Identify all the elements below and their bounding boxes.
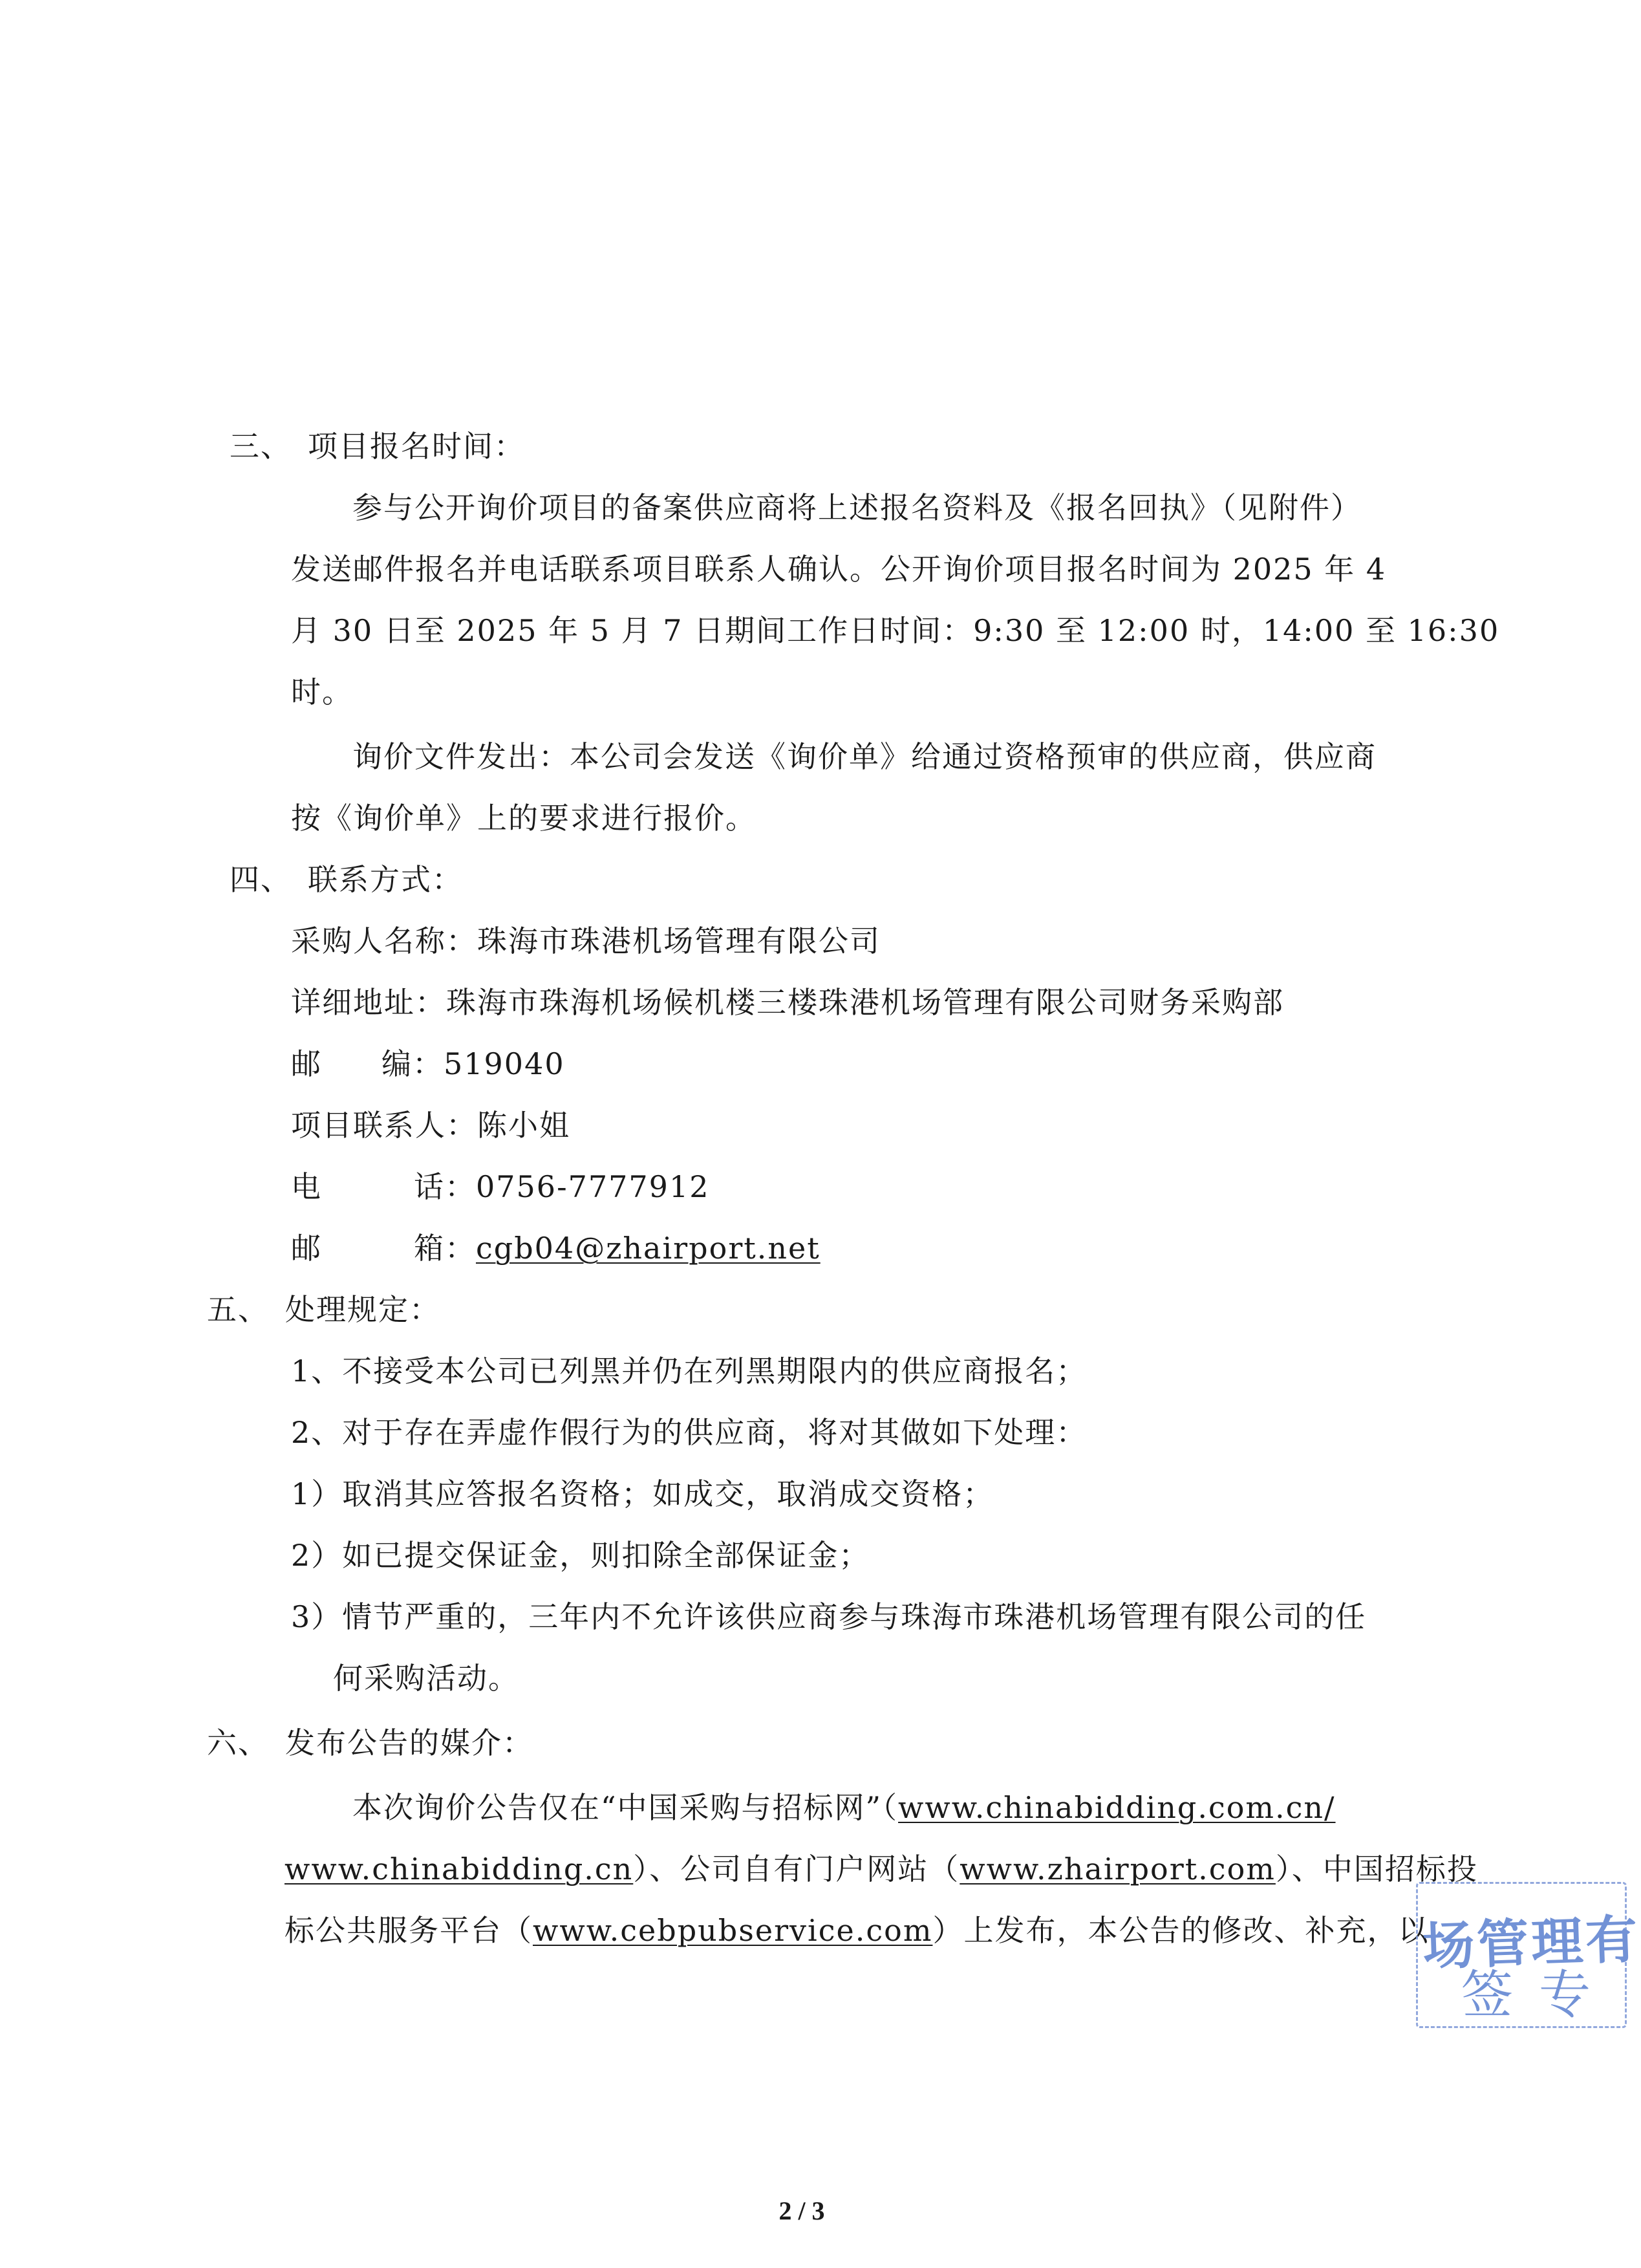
seal-text-line-2: 签专 xyxy=(1461,1965,1616,2025)
chinabidding-com-cn-link[interactable]: www.chinabidding.com.cn/ xyxy=(898,1790,1336,1825)
phone-value: 0756-7777912 xyxy=(476,1169,710,1204)
section-3-para1-line4: 时。 xyxy=(291,675,353,709)
section-5-heading: 五、 处理规定： xyxy=(207,1292,440,1327)
contact-row xyxy=(291,1106,570,1145)
contact-label: 项目联系人： xyxy=(291,1108,477,1143)
media-line-3 xyxy=(284,1911,1429,1950)
email-row xyxy=(291,1229,820,1268)
section-4-heading: 四、 联系方式： xyxy=(230,862,463,897)
rule-sub-1: 1）取消其应答报名资格；如成交，取消成交资格； xyxy=(291,1476,994,1511)
contact-value: 陈小姐 xyxy=(477,1108,570,1143)
media-line-2 xyxy=(284,1850,1478,1888)
rule-sub-2: 2）如已提交保证金，则扣除全部保证金； xyxy=(291,1538,870,1573)
media-line-1 xyxy=(352,1788,1336,1827)
chinabidding-cn-link[interactable]: www.chinabidding.cn xyxy=(284,1852,634,1886)
media-line-2-end: ）、中国招标投 xyxy=(1275,1852,1478,1886)
company-seal-stamp xyxy=(1421,1875,1641,2031)
media-line-1-text: 本次询价公告仅在“中国采购与招标网”（ xyxy=(352,1790,899,1825)
rule-sub-3-line1: 3）情节严重的，三年内不允许该供应商参与珠海市珠港机场管理有限公司的任 xyxy=(291,1599,1367,1634)
media-line-3-end: ）上发布，本公告的修改、补充，以 xyxy=(932,1913,1430,1948)
media-line-3-text: 标公共服务平台（ xyxy=(284,1913,533,1948)
section-3-para1-line3: 月 30 日至 2025 年 5 月 7 日期间工作日时间：9:30 至 12:00 时，14:00 至 16:30 xyxy=(291,613,1500,648)
phone-label-b: 话： xyxy=(414,1169,476,1204)
address-row xyxy=(291,983,1284,1022)
email-link[interactable]: cgb04@zhairport.net xyxy=(476,1231,820,1266)
buyer-label: 采购人名称： xyxy=(291,923,477,958)
buyer-value: 珠海市珠港机场管理有限公司 xyxy=(477,923,881,958)
cebpubservice-link[interactable]: www.cebpubservice.com xyxy=(533,1913,933,1948)
media-line-2-mid: ）、公司自有门户网站（ xyxy=(633,1852,960,1886)
postcode-value: 519040 xyxy=(444,1046,565,1081)
postcode-row xyxy=(291,1044,565,1083)
section-3-para2-line1: 询价文件发出：本公司会发送《询价单》给通过资格预审的供应商，供应商 xyxy=(352,739,1377,774)
email-label-a: 邮 xyxy=(291,1231,322,1266)
section-3-heading: 三、 项目报名时间： xyxy=(230,429,525,464)
address-label: 详细地址： xyxy=(291,985,446,1020)
buyer-row xyxy=(291,922,881,960)
section-6-heading: 六、 发布公告的媒介： xyxy=(207,1725,533,1760)
seal-text-line-1: 场管理有 xyxy=(1421,1908,1641,1977)
postcode-label-a: 邮 xyxy=(291,1046,322,1081)
section-3-para1-line1: 参与公开询价项目的备案供应商将上述报名资料及《报名回执》（见附件） xyxy=(352,490,1362,525)
rule-item-1: 1、不接受本公司已列黑并仍在列黑期限内的供应商报名； xyxy=(291,1354,1088,1388)
section-3-para2-line2: 按《询价单》上的要求进行报价。 xyxy=(291,801,756,836)
postcode-label-b: 编： xyxy=(381,1046,444,1081)
phone-label-a: 电 xyxy=(291,1169,322,1204)
zhairport-link[interactable]: www.zhairport.com xyxy=(960,1852,1276,1886)
section-3-para1-line2: 发送邮件报名并电话联系项目联系人确认。公开询价项目报名时间为 2025 年 4 xyxy=(291,552,1387,587)
address-value: 珠海市珠海机场候机楼三楼珠港机场管理有限公司财务采购部 xyxy=(446,985,1284,1020)
phone-row xyxy=(291,1167,709,1206)
page-number: 2 / 3 xyxy=(778,2196,825,2225)
email-label-b: 箱： xyxy=(414,1231,476,1266)
rule-sub-3-line2: 何采购活动。 xyxy=(333,1661,519,1696)
rule-item-2: 2、对于存在弄虚作假行为的供应商，将对其做如下处理： xyxy=(291,1415,1088,1450)
